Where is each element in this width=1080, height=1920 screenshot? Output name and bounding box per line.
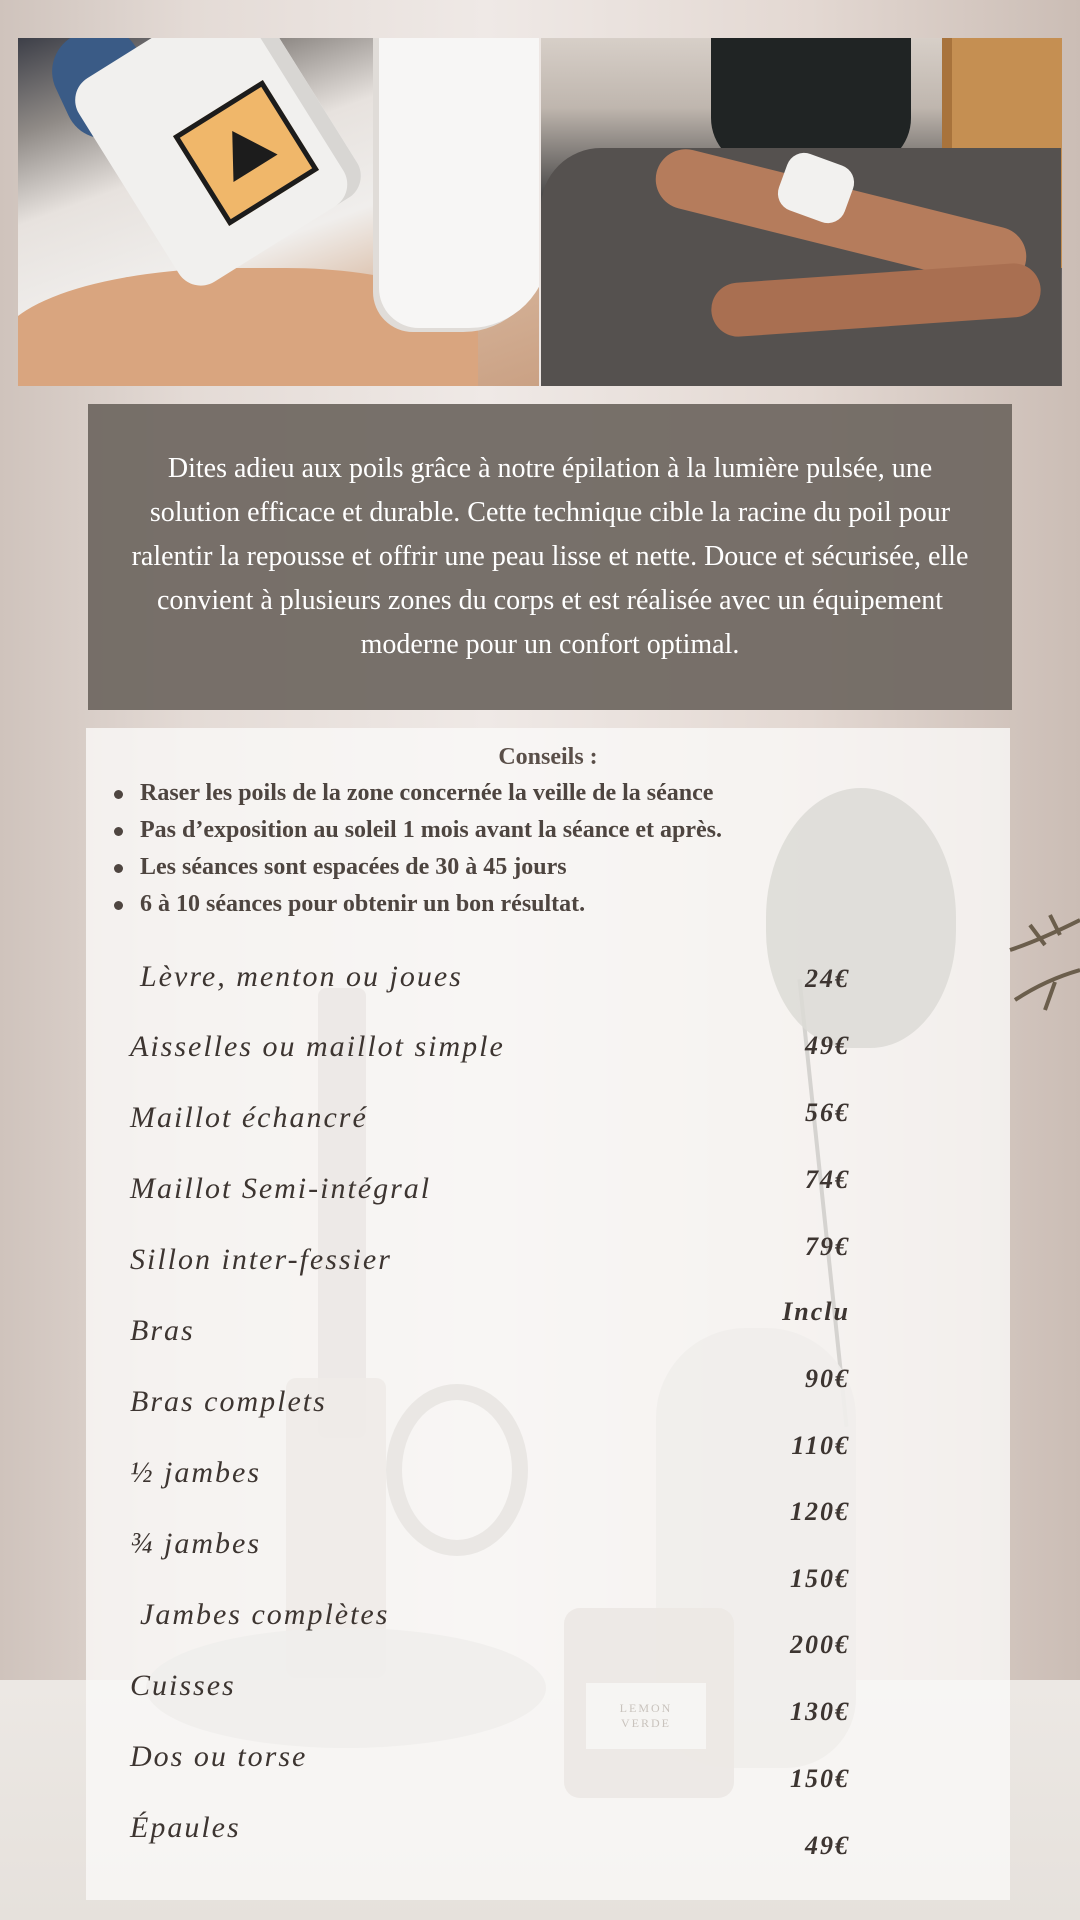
service-name: Dos ou torse [130, 1740, 308, 1773]
price-panel [86, 728, 1010, 1900]
service-price: Inclu [782, 1297, 850, 1326]
intro-text: Dites adieu aux poils grâce à notre épilation à la lumière pulsée, une solution efficace et durable. Cette technique cible la racine du poil pour ralentir la repousse et offrir une peau lisse et nette. Douce et sécurisée, elle convient à plusieurs zones du corps et est réalisée avec un équipement moderne pour un confort optimal. [131, 453, 969, 660]
jar-label-line2: VERDE [621, 1716, 671, 1730]
service-price: 150€ [790, 1764, 850, 1793]
service-price: 200€ [790, 1630, 850, 1659]
conseils-item: 6 à 10 séances pour obtenir un bon résultat. [114, 886, 1010, 923]
garment-shape [379, 38, 539, 328]
service-price: 150€ [790, 1564, 850, 1593]
service-name: Bras [130, 1314, 195, 1347]
service-price: 24€ [805, 964, 850, 993]
service-price: 74€ [805, 1165, 850, 1194]
service-name: Cuisses [130, 1669, 236, 1702]
service-name: Épaules [130, 1811, 241, 1844]
service-name: Lèvre, menton ou joues [140, 960, 463, 993]
service-name: Aisselles ou maillot simple [130, 1030, 505, 1063]
conseils-item: Les séances sont espacées de 30 à 45 jours [114, 849, 1010, 886]
price-list [86, 728, 1010, 1900]
service-price: 56€ [805, 1098, 850, 1127]
service-price: 49€ [805, 1031, 850, 1060]
service-price: 90€ [805, 1364, 850, 1393]
service-price: 130€ [790, 1697, 850, 1726]
service-price: 49€ [805, 1831, 850, 1860]
service-name: Maillot Semi-intégral [130, 1172, 432, 1205]
conseils-item: Raser les poils de la zone concernée la veille de la séance [114, 775, 1010, 812]
decor-branch [1000, 910, 1080, 1030]
service-name: ½ jambes [130, 1456, 261, 1489]
header-photos [18, 38, 1062, 386]
jar-label-line1: LEMON [619, 1701, 673, 1715]
service-name: Sillon inter-fessier [130, 1243, 392, 1276]
service-name: Maillot échancré [130, 1101, 368, 1134]
service-price: 120€ [790, 1497, 850, 1526]
conseils-item: Pas d’exposition au soleil 1 mois avant la séance et après. [114, 812, 1010, 849]
service-name: ¾ jambes [130, 1527, 261, 1560]
service-name: Jambes complètes [140, 1598, 390, 1631]
photo-leg-treatment [541, 38, 1062, 386]
conseils-title: Conseils : [498, 744, 598, 770]
service-price: 110€ [791, 1431, 850, 1460]
service-price: 79€ [805, 1232, 850, 1261]
photo-laser-device-underarm [18, 38, 539, 386]
intro-box [88, 404, 1012, 710]
service-name: Bras complets [130, 1385, 327, 1418]
